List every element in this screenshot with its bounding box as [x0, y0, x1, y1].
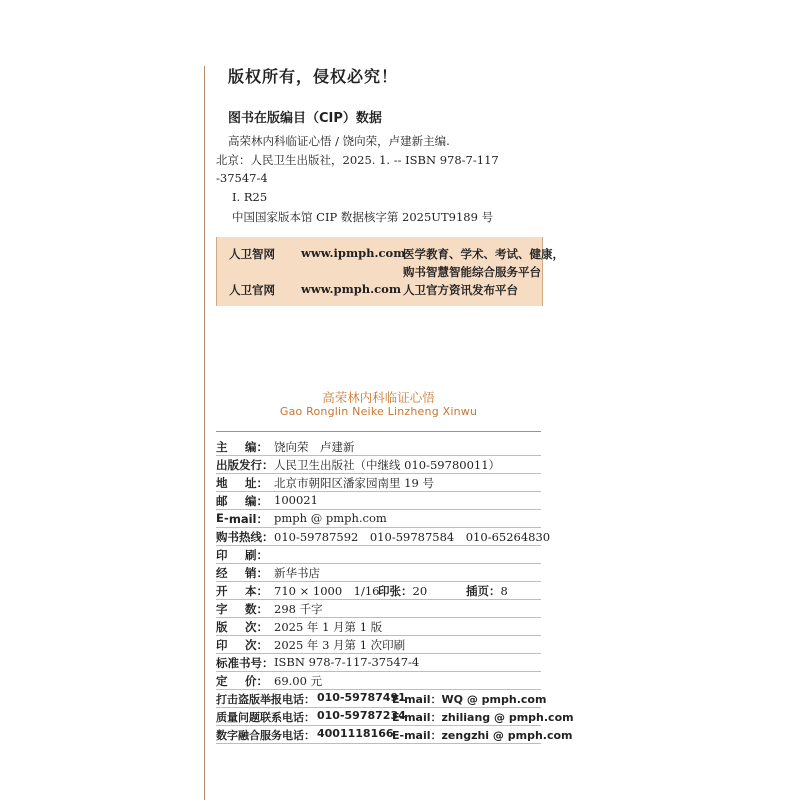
site-desc: 购书智慧智能综合服务平台 — [403, 265, 541, 279]
detail-label-part: E — [216, 511, 224, 525]
detail-label — [216, 619, 268, 635]
detail-label-part: 价： — [245, 674, 268, 688]
detail-label — [216, 511, 268, 527]
detail-extra-value: 20 — [412, 584, 428, 598]
detail-label — [216, 601, 268, 617]
detail-value: 2025 年 3 月第 1 次印刷 — [274, 638, 406, 652]
site-url-link[interactable]: www.ipmph.com — [301, 246, 406, 260]
contact-label: 打击盗版举报电话： — [216, 693, 315, 706]
contact-email[interactable]: E-mail：WQ @ pmph.com — [392, 693, 547, 706]
detail-row — [216, 581, 541, 600]
detail-label — [216, 655, 274, 671]
contact-email[interactable]: E-mail：zhiliang @ pmph.com — [392, 711, 574, 724]
detail-row — [216, 491, 541, 510]
detail-label-part: 定 — [216, 674, 228, 688]
detail-row — [216, 455, 541, 474]
detail-label — [216, 457, 274, 473]
detail-label-part: 编： — [245, 440, 268, 454]
detail-value: 298 千字 — [274, 602, 323, 616]
detail-label-part: 地 — [216, 476, 228, 490]
divider — [216, 431, 541, 432]
detail-value: 新华书店 — [274, 566, 320, 580]
detail-label-part: 印 — [216, 548, 228, 562]
book-pinyin: Gao Ronglin Neike Linzheng Xinwu — [279, 405, 478, 418]
contact-label: 质量问题联系电话： — [216, 711, 315, 724]
detail-value: 北京市朝阳区潘家园南里 19 号 — [274, 476, 434, 490]
detail-label-part: 购书热线： — [216, 530, 274, 544]
detail-row — [216, 671, 541, 690]
detail-label — [216, 637, 268, 653]
detail-label-part: 主 — [216, 440, 228, 454]
detail-value: pmph @ pmph.com — [274, 511, 387, 525]
detail-value: 2025 年 1 月第 1 版 — [274, 620, 383, 634]
site-desc: 人卫官方资讯发布平台 — [403, 283, 518, 297]
site-name: 人卫官网 — [229, 283, 275, 297]
cip-line: Ⅰ. R25 — [232, 190, 268, 204]
detail-value: 100021 — [274, 493, 318, 507]
detail-label — [216, 583, 268, 599]
cip-line: 高荣林内科临证心悟 / 饶向荣，卢建新主编. — [228, 134, 450, 148]
detail-value: 710 × 1000 1/16 — [274, 584, 380, 598]
cip-line: -37547-4 — [216, 171, 268, 185]
website-box — [216, 237, 564, 306]
cip-line: 中国国家版本馆 CIP 数据核字第 2025UT9189 号 — [232, 210, 494, 224]
detail-row — [216, 635, 541, 654]
detail-row — [216, 599, 541, 618]
detail-extra-value: 8 — [500, 584, 508, 598]
detail-label-part: 开 — [216, 584, 228, 598]
detail-value: ISBN 978-7-117-37547-4 — [274, 655, 420, 669]
cip-title: 图书在版编目（CIP）数据 — [228, 111, 382, 126]
detail-label-part: - — [223, 511, 229, 525]
detail-label — [216, 475, 268, 491]
detail-label-part: 本： — [245, 584, 268, 598]
detail-value: 人民卫生出版社（中继线 010-59780011） — [274, 458, 501, 472]
detail-row — [216, 437, 541, 456]
detail-label — [216, 493, 268, 509]
contact-row — [216, 689, 547, 708]
detail-label-part: 出版发行： — [216, 458, 274, 472]
detail-label — [216, 565, 268, 581]
detail-label-part: 数： — [245, 602, 268, 616]
copyright-heading: 版权所有，侵权必究！ — [228, 67, 399, 86]
contact-email[interactable]: E-mail：zengzhi @ pmph.com — [392, 729, 573, 742]
detail-label-part: mail： — [228, 512, 268, 526]
site-url-link[interactable]: www.pmph.com — [301, 282, 402, 296]
detail-row — [216, 563, 541, 582]
detail-row — [216, 527, 551, 546]
detail-label-part: 编： — [245, 494, 268, 508]
detail-label-part: 销： — [245, 566, 268, 580]
contact-label: 数字融合服务电话： — [216, 729, 315, 742]
detail-extra-label: 插页： — [466, 584, 501, 598]
detail-label-part: 经 — [216, 566, 228, 580]
detail-extra — [466, 583, 508, 599]
detail-row — [216, 509, 541, 528]
detail-extra-label: 印张： — [378, 584, 413, 598]
detail-label — [216, 529, 274, 545]
detail-label-part: 字 — [216, 602, 228, 616]
detail-row — [216, 545, 541, 564]
detail-row — [216, 617, 541, 636]
contact-phone: 010-59787234 — [317, 709, 406, 722]
contact-phone: 4001118166 — [317, 727, 394, 740]
detail-row — [216, 653, 541, 672]
detail-label — [216, 439, 268, 455]
detail-label — [216, 547, 268, 563]
book-title: 高荣林内科临证心悟 — [322, 390, 435, 405]
detail-label-part: 版 — [216, 620, 228, 634]
detail-label-part: 址： — [245, 476, 268, 490]
detail-value: 69.00 元 — [274, 674, 323, 688]
detail-label-part: 次： — [245, 638, 268, 652]
detail-label-part: 标准书号： — [216, 656, 274, 670]
contact-row — [216, 707, 574, 726]
detail-label — [216, 673, 268, 689]
contact-row — [216, 725, 573, 744]
detail-label-part: 刷： — [245, 548, 268, 562]
detail-label-part: 邮 — [216, 494, 228, 508]
detail-label-part: 印 — [216, 638, 228, 652]
margin-rule — [204, 66, 205, 800]
detail-value: 010-59787592 010-59787584 010-65264830 — [274, 530, 551, 544]
site-name: 人卫智网 — [229, 247, 275, 261]
detail-value: 饶向荣 卢建新 — [274, 440, 355, 454]
detail-label-part: 次： — [245, 620, 268, 634]
site-desc: 医学教育、学术、考试、健康， — [403, 247, 564, 261]
contact-phone: 010-59787491 — [317, 691, 406, 704]
cip-line: 北京：人民卫生出版社，2025. 1. -- ISBN 978-7-117 — [216, 153, 499, 167]
detail-extra — [378, 583, 427, 599]
detail-row — [216, 473, 541, 492]
